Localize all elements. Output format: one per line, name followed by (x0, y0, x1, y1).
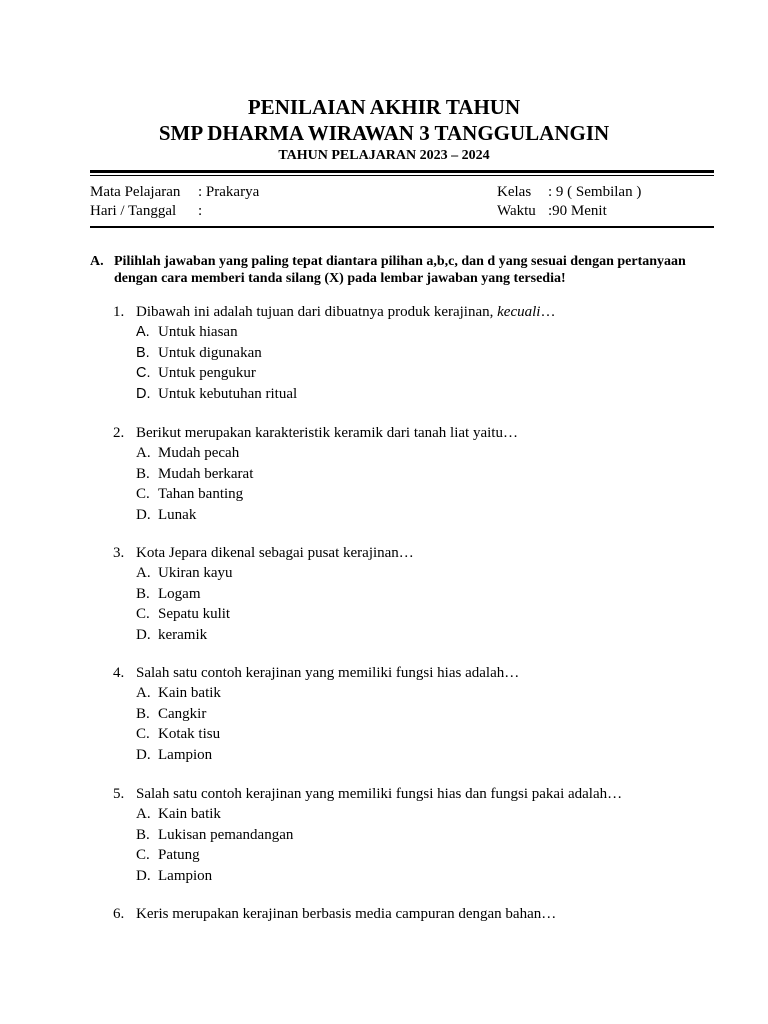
option-text: Kain batik (158, 806, 221, 822)
question-1 (113, 302, 713, 404)
time-value: :90 Menit (548, 203, 607, 219)
option-text: Sepatu kulit (158, 606, 231, 623)
option-letter: D. (136, 385, 151, 402)
class-row (497, 182, 641, 202)
option-c (113, 604, 713, 625)
question-5 (113, 784, 713, 886)
time-row (497, 201, 607, 221)
option-letter: C. (136, 486, 150, 503)
option-c (113, 845, 713, 866)
option-letter: A. (136, 445, 151, 461)
option-a (113, 804, 713, 825)
question-3 (113, 543, 713, 645)
option-text: Patung (158, 847, 200, 864)
option-letter: D. (136, 626, 151, 643)
subject-row (90, 182, 259, 202)
option-text: Tahan banting (158, 486, 244, 503)
option-c (113, 724, 713, 745)
option-text: Untuk hiasan (158, 324, 238, 340)
question-number: 4. (113, 665, 125, 681)
option-a (113, 443, 713, 464)
option-d (113, 625, 713, 646)
academic-year: TAHUN PELAJARAN 2023 – 2024 (278, 148, 490, 163)
option-text: Mudah berkarat (158, 465, 254, 482)
question-number: 3. (113, 545, 125, 561)
option-b (113, 343, 713, 364)
question-text: Salah satu contoh kerajinan yang memiliki fungsi hias adalah… (136, 665, 520, 681)
question-stem (113, 543, 713, 563)
option-letter: A. (136, 565, 151, 581)
question-text: Salah satu contoh kerajinan yang memiliki fungsi hias dan fungsi pakai adalah… (136, 786, 623, 802)
option-a (113, 322, 713, 343)
school-name: SMP DHARMA WIRAWAN 3 TANGGULANGIN (158, 121, 610, 145)
option-b (113, 584, 713, 605)
question-stem (113, 784, 713, 804)
date-value: : (198, 203, 203, 219)
option-letter: D. (136, 867, 151, 884)
option-c (113, 363, 713, 384)
option-letter: A. (136, 324, 150, 340)
question-number: 5. (113, 786, 125, 802)
option-letter: D. (136, 506, 151, 523)
option-letter: B. (136, 826, 150, 843)
option-text: Mudah pecah (158, 445, 240, 461)
question-text: Dibawah ini adalah tujuan dari dibuatnya produk kerajinan, kecuali… (136, 304, 556, 320)
option-d (113, 745, 713, 766)
option-letter: B. (136, 705, 150, 722)
option-text: Untuk digunakan (158, 344, 262, 361)
option-text: Untuk pengukur (158, 365, 256, 382)
class-value: : 9 ( Sembilan ) (548, 184, 642, 200)
subject-label: Mata Pelajaran (90, 184, 181, 200)
time-label: Waktu (497, 203, 536, 219)
meta-divider (90, 226, 714, 228)
question-4 (113, 663, 713, 765)
option-letter: A. (136, 685, 151, 701)
question-stem (113, 663, 713, 683)
header-divider-thick (90, 170, 714, 173)
question-number: 6. (113, 906, 125, 922)
question-stem (113, 302, 713, 322)
question-emphasis: kecuali (497, 304, 541, 320)
option-text: Logam (158, 585, 201, 602)
option-text: keramik (158, 626, 208, 643)
question-stem (113, 423, 713, 443)
option-text: Kain batik (158, 685, 221, 701)
question-6 (113, 904, 713, 924)
option-text: Lampion (158, 867, 213, 884)
option-letter: B. (136, 585, 150, 602)
option-c (113, 484, 713, 505)
option-text: Ukiran kayu (158, 565, 233, 581)
header-divider-thin (90, 175, 714, 176)
option-letter: C. (136, 726, 150, 743)
subject-value: : Prakarya (198, 184, 260, 200)
option-letter: B. (136, 465, 150, 482)
option-b (113, 464, 713, 485)
question-text: Berikut merupakan karakteristik keramik dari tanah liat yaitu… (136, 425, 518, 441)
option-letter: B. (136, 344, 150, 361)
question-number: 2. (113, 425, 125, 441)
option-text: Kotak tisu (158, 726, 221, 743)
option-a (113, 563, 713, 584)
option-letter: A. (136, 806, 151, 822)
question-number: 1. (113, 304, 125, 320)
instruction-text: Pilihlah jawaban yang paling tepat diantara pilihan a,b,c, dan d yang sesuai dengan pertanyaan dengan cara memberi tanda silang (X) pada lembar jawaban yang tersedia! (114, 254, 686, 286)
question-text: Keris merupakan kerajinan berbasis media campuran dengan bahan… (136, 906, 557, 922)
option-d (113, 384, 713, 405)
section-letter: A. (90, 254, 104, 269)
option-letter: C. (136, 606, 150, 623)
option-d (113, 505, 713, 526)
option-d (113, 866, 713, 887)
option-b (113, 704, 713, 725)
exam-title: PENILAIAN AKHIR TAHUN (247, 95, 521, 119)
option-text: Untuk kebutuhan ritual (158, 385, 298, 402)
option-letter: C. (136, 365, 151, 382)
option-letter: D. (136, 746, 151, 763)
option-b (113, 825, 713, 846)
option-a (113, 683, 713, 704)
option-letter: C. (136, 847, 150, 864)
question-stem (113, 904, 713, 924)
option-text: Lunak (158, 506, 197, 523)
option-text: Lampion (158, 746, 213, 763)
question-2 (113, 423, 713, 525)
option-text: Cangkir (158, 705, 207, 722)
question-text: Kota Jepara dikenal sebagai pusat kerajinan… (136, 545, 414, 561)
date-row (90, 201, 202, 221)
class-label: Kelas (497, 184, 532, 200)
option-text: Lukisan pemandangan (158, 826, 294, 843)
date-label: Hari / Tanggal (90, 203, 177, 219)
